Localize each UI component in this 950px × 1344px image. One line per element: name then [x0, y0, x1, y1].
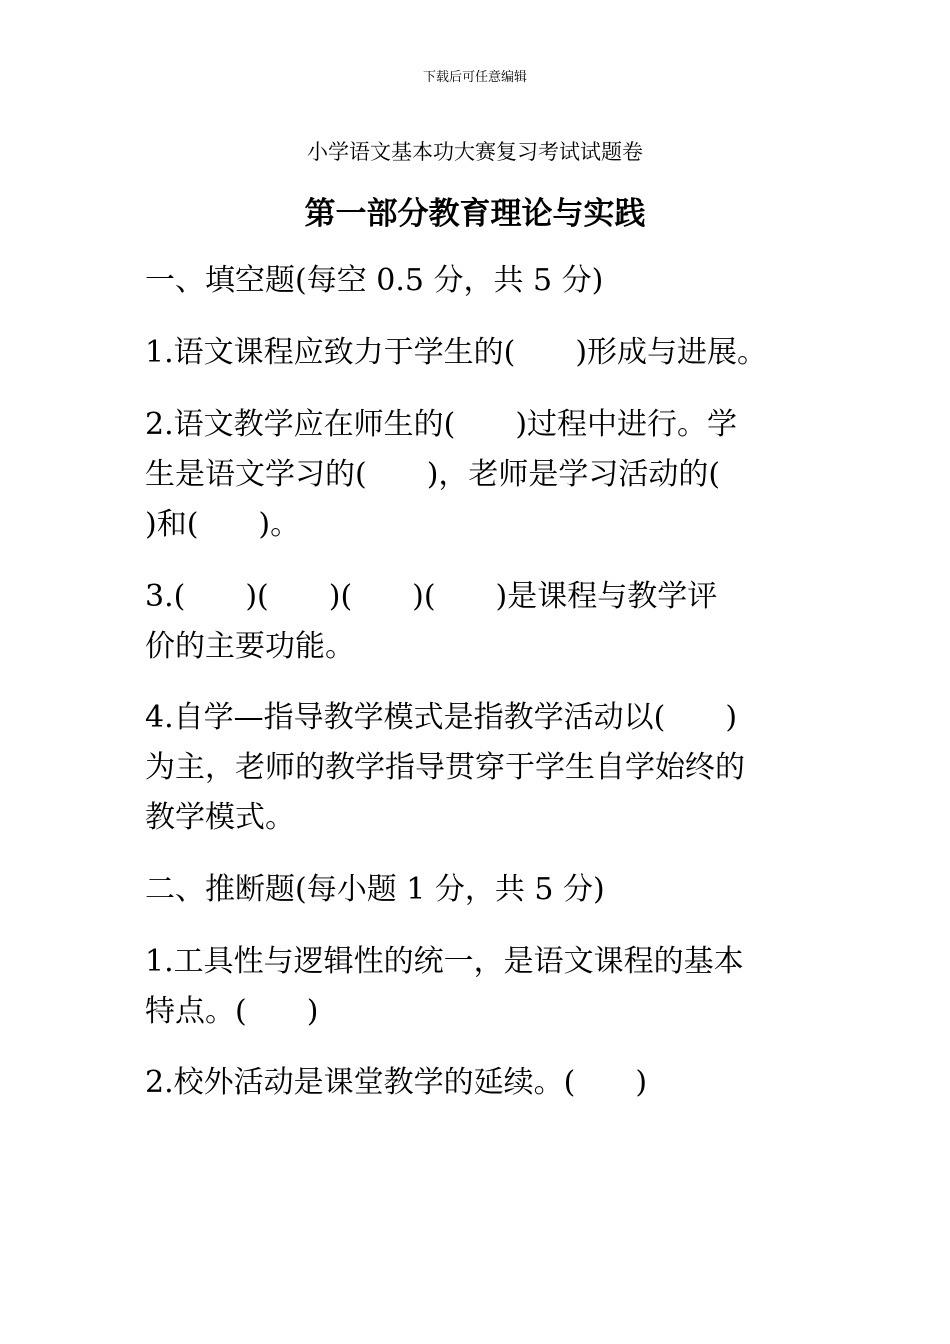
section2-heading: 二、推断题(每小题 1 分，共 5 分) [145, 872, 605, 907]
question-line: 2.语文教学应在师生的( )过程中进行。学 [145, 407, 738, 442]
header-note: 下载后可任意编辑 [422, 70, 527, 85]
question-line: 价的主要功能。 [145, 629, 355, 664]
question-line: 1.工具性与逻辑性的统一，是语文课程的基本 [145, 944, 744, 979]
question-line: 教学模式。 [145, 800, 295, 835]
section2-question-2: 2.校外活动是课堂教学的延续。( ) [145, 1065, 648, 1100]
document-title: 小学语文基本功大赛复习考试试题卷 [307, 140, 643, 164]
question-line: 特点。( ) [145, 994, 319, 1029]
part-title: 第一部分教育理论与实践 [304, 196, 646, 232]
question-line: 生是语文学习的( )，老师是学习活动的( [145, 457, 721, 492]
question-line: 4.自学—指导教学模式是指教学活动以( ) [145, 700, 738, 735]
question-line: 为主，老师的教学指导贯穿于学生自学始终的 [145, 750, 745, 785]
question-line: )和( )。 [145, 507, 301, 542]
section1-question-2 [145, 400, 805, 550]
section1-question-4 [145, 693, 805, 843]
section1-question-3 [145, 572, 805, 672]
section1-question-1: 1.语文课程应致力于学生的( )形成与进展。 [145, 335, 768, 370]
question-line: 3.( )( )( )( )是课程与教学评 [145, 579, 718, 614]
section1-heading: 一、填空题(每空 0.5 分，共 5 分) [145, 263, 604, 298]
section2-question-1 [145, 937, 805, 1037]
